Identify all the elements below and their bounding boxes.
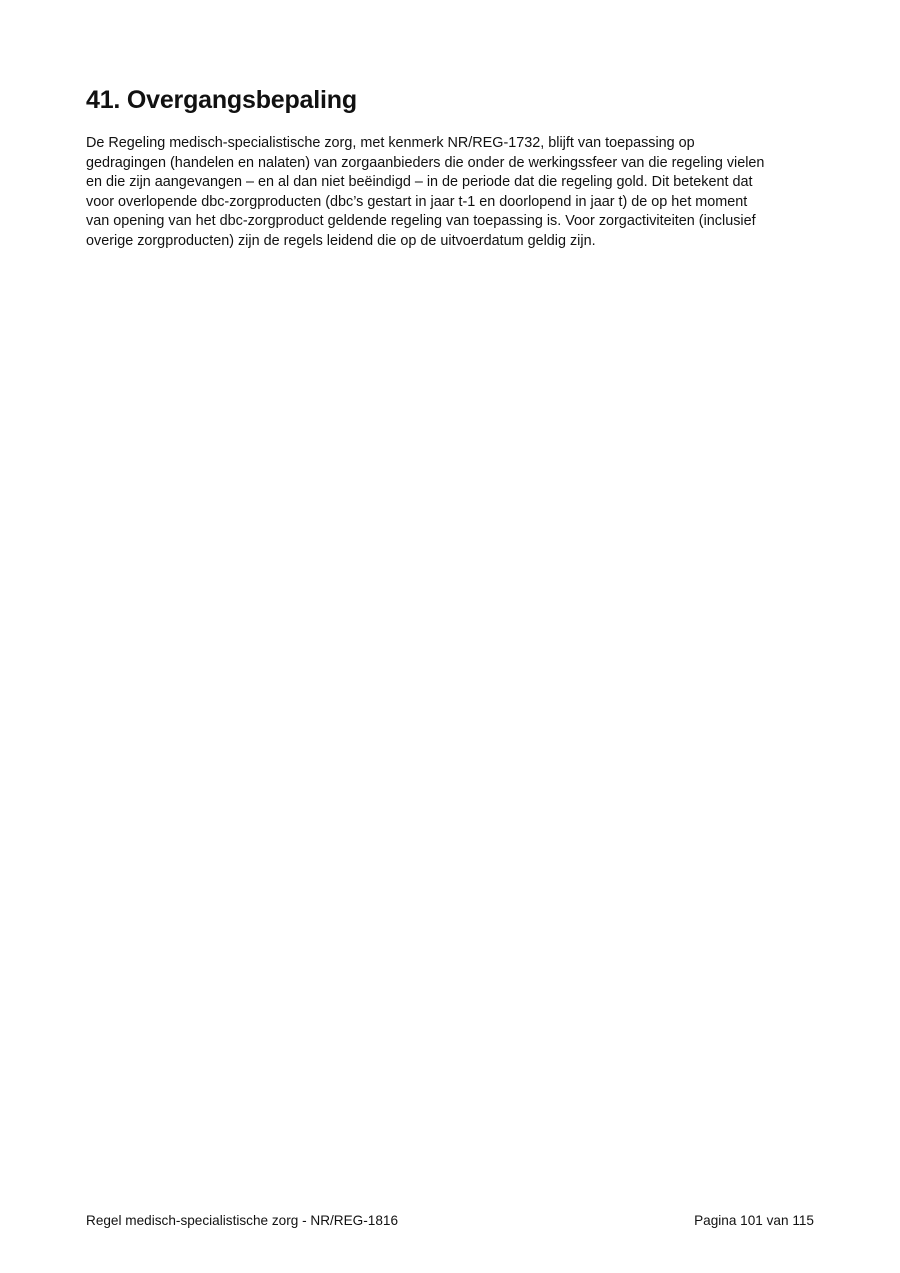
paragraph-line: van opening van het dbc-zorgproduct geldende regeling van toepassing is. Voor zorgactiviteiten (inclusief <box>86 213 756 229</box>
paragraph-line: gedragingen (handelen en nalaten) van zorgaanbieders die onder de werkingssfeer van die regeling vielen <box>86 154 765 171</box>
paragraph-line: De Regeling medisch-specialistische zorg, met kenmerk NR/REG-1732, blijft van toepassing op <box>86 135 695 151</box>
section-paragraph <box>86 134 816 251</box>
section-heading: 41. Overgangsbepaling <box>86 86 357 114</box>
footer-document-title: Regel medisch-specialistische zorg - NR/REG-1816 <box>86 1213 399 1228</box>
paragraph-line: voor overlopende dbc-zorgproducten (dbc’s gestart in jaar t-1 en doorlopend in jaar t) de op het moment <box>86 193 748 210</box>
footer-page-indicator: Pagina 101 van 115 <box>694 1213 814 1228</box>
paragraph-line: en die zijn aangevangen – en al dan niet beëindigd – in de periode dat die regeling gold. Dit betekent dat <box>86 174 753 190</box>
paragraph-line: overige zorgproducten) zijn de regels leidend die op de uitvoerdatum geldig zijn. <box>86 232 596 249</box>
